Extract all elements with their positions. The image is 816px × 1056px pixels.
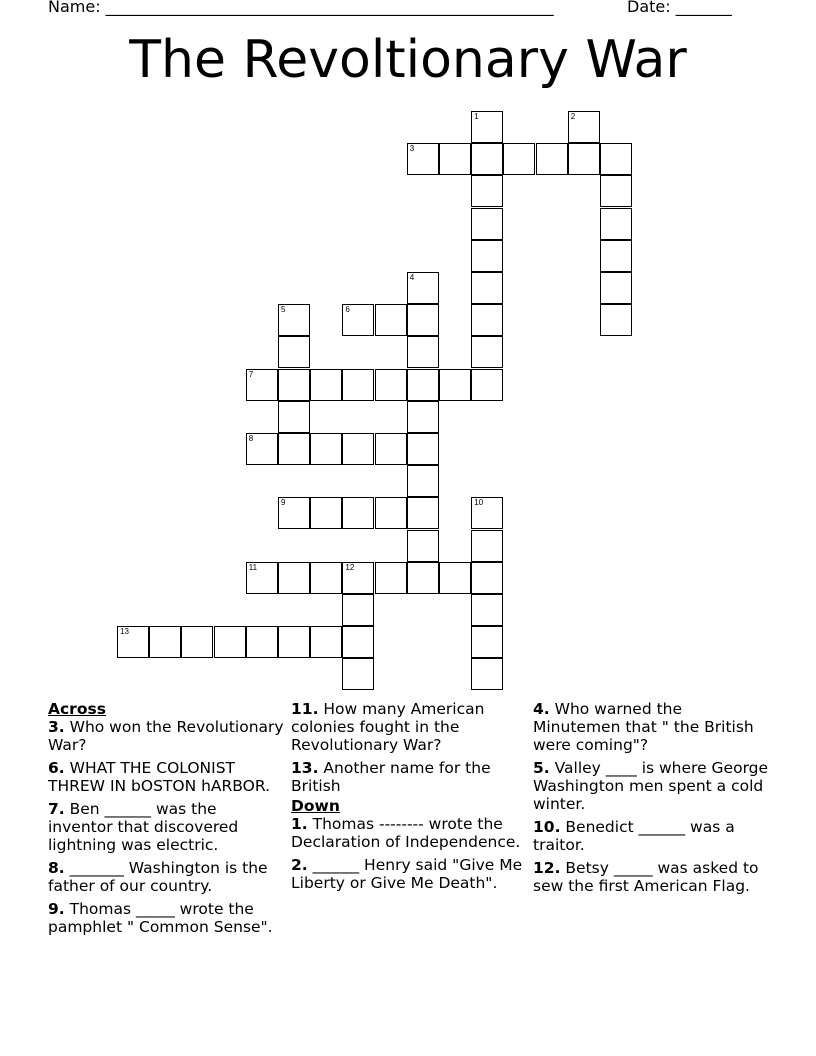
- grid-cell[interactable]: [536, 143, 568, 175]
- grid-cell[interactable]: [278, 562, 310, 594]
- grid-cell[interactable]: [471, 336, 503, 368]
- grid-cell[interactable]: [471, 208, 503, 240]
- clue-across-9: 9. Thomas _____ wrote the pamphlet " Common Sense".: [48, 900, 273, 936]
- grid-cell[interactable]: [342, 369, 374, 401]
- grid-cell[interactable]: [407, 465, 439, 497]
- clue-across-11: 11. How many American colonies fought in the Revolutionary War?: [291, 700, 485, 754]
- grid-cell[interactable]: [214, 626, 246, 658]
- grid-cell[interactable]: [310, 369, 342, 401]
- grid-cell[interactable]: [342, 433, 374, 465]
- grid-cell[interactable]: [278, 626, 310, 658]
- grid-cell[interactable]: [568, 111, 600, 143]
- clue-across-7: 7. Ben ______ was the inventor that discovered lightning was electric.: [48, 800, 239, 854]
- clue-number: 9: [281, 498, 286, 508]
- clue-number: 11: [248, 562, 258, 572]
- clue-down-10: 10. Benedict ______ was a traitor.: [533, 818, 735, 854]
- grid-cell[interactable]: [375, 369, 407, 401]
- grid-cell[interactable]: [471, 594, 503, 626]
- grid-cell[interactable]: [407, 530, 439, 562]
- clue-down-2: 2. ______ Henry said "Give Me Liberty or Give Me Death".: [291, 856, 523, 892]
- name-field-label: Name: ________________________________________________________: [48, 0, 554, 16]
- grid-cell[interactable]: [471, 175, 503, 207]
- grid-cell[interactable]: [407, 272, 439, 304]
- clues-column-1: [48, 700, 284, 941]
- clue-number: 2: [570, 112, 576, 121]
- grid-cell[interactable]: [310, 562, 342, 594]
- grid-cell[interactable]: [278, 497, 310, 529]
- grid-cell[interactable]: [278, 433, 310, 465]
- grid-cell[interactable]: [600, 240, 632, 272]
- grid-cell[interactable]: [600, 175, 632, 207]
- grid-cell[interactable]: [407, 562, 439, 594]
- grid-cell[interactable]: [375, 433, 407, 465]
- grid-cell[interactable]: [471, 562, 503, 594]
- date-field-label: Date: _______: [627, 0, 732, 16]
- grid-cell[interactable]: [246, 626, 278, 658]
- grid-cell[interactable]: [471, 626, 503, 658]
- grid-cell[interactable]: [407, 433, 439, 465]
- clue-across-3: 3. Who won the Revolutionary War?: [48, 718, 284, 754]
- grid-cell[interactable]: [342, 658, 374, 690]
- clue-number: 10: [474, 498, 484, 508]
- clue-number: 7: [248, 369, 254, 379]
- grid-cell[interactable]: [278, 304, 310, 336]
- clue-down-5: 5. Valley ____ is where George Washington men spent a cold winter.: [533, 759, 769, 813]
- grid-cell[interactable]: [471, 369, 503, 401]
- grid-cell[interactable]: [471, 240, 503, 272]
- grid-cell[interactable]: [375, 562, 407, 594]
- grid-cell[interactable]: [439, 143, 471, 175]
- down-heading: Down: [291, 797, 340, 815]
- grid-cell[interactable]: [471, 658, 503, 690]
- grid-cell[interactable]: [246, 433, 278, 465]
- grid-cell[interactable]: [600, 304, 632, 336]
- clue-number: 3: [409, 144, 415, 154]
- clue-across-8: 8. _______ Washington is the father of our country.: [48, 859, 268, 895]
- grid-cell[interactable]: [471, 530, 503, 562]
- grid-cell[interactable]: [246, 369, 278, 401]
- clue-number: 1: [474, 112, 479, 121]
- grid-cell[interactable]: [471, 143, 503, 175]
- clue-down-4: 4. Who warned the Minutemen that " the British were coming"?: [533, 700, 754, 754]
- grid-cell[interactable]: [407, 497, 439, 529]
- grid-cell[interactable]: [503, 143, 535, 175]
- clue-number: 13: [120, 627, 129, 637]
- clue-down-12: 12. Betsy _____ was asked to sew the first American Flag.: [533, 859, 759, 895]
- grid-cell[interactable]: [342, 562, 374, 594]
- grid-cell[interactable]: [342, 594, 374, 626]
- grid-cell[interactable]: [471, 111, 503, 143]
- grid-cell[interactable]: [342, 626, 374, 658]
- grid-cell[interactable]: [471, 272, 503, 304]
- grid-cell[interactable]: [342, 304, 374, 336]
- grid-cell[interactable]: [600, 208, 632, 240]
- grid-cell[interactable]: [310, 626, 342, 658]
- grid-cell[interactable]: [246, 562, 278, 594]
- grid-cell[interactable]: [149, 626, 181, 658]
- grid-cell[interactable]: [568, 143, 600, 175]
- clue-number: 12: [345, 562, 355, 572]
- grid-cell[interactable]: [407, 369, 439, 401]
- grid-cell[interactable]: [375, 497, 407, 529]
- grid-cell[interactable]: [471, 304, 503, 336]
- grid-cell[interactable]: [375, 304, 407, 336]
- grid-cell[interactable]: [407, 401, 439, 433]
- grid-cell[interactable]: [600, 143, 632, 175]
- grid-cell[interactable]: [407, 304, 439, 336]
- clues-column-2: [291, 700, 525, 897]
- clues-column-3: [533, 700, 773, 900]
- grid-cell[interactable]: [407, 336, 439, 368]
- grid-cell[interactable]: [600, 272, 632, 304]
- clue-number: 5: [281, 305, 286, 315]
- clue-down-1: 1. Thomas -------- wrote the Declaration of Independence.: [291, 815, 521, 851]
- grid-cell[interactable]: [342, 497, 374, 529]
- clue-across-13: 13. Another name for the British: [291, 759, 491, 795]
- clue-number: 6: [345, 305, 350, 315]
- grid-cell[interactable]: [181, 626, 213, 658]
- grid-cell[interactable]: [278, 369, 310, 401]
- clue-across-6: 6. WHAT THE COLONIST THREW IN bOSTON hARBOR.: [48, 759, 271, 795]
- grid-cell[interactable]: [439, 369, 471, 401]
- grid-cell[interactable]: [471, 497, 503, 529]
- grid-cell[interactable]: [117, 626, 149, 658]
- grid-cell[interactable]: [278, 401, 310, 433]
- clue-number: 4: [409, 273, 415, 282]
- grid-cell[interactable]: [407, 143, 439, 175]
- grid-cell[interactable]: [310, 497, 342, 529]
- grid-cell[interactable]: [310, 433, 342, 465]
- page-title: The Revoltionary War: [129, 30, 687, 90]
- grid-cell[interactable]: [278, 336, 310, 368]
- grid-cell[interactable]: [439, 562, 471, 594]
- clue-number: 8: [248, 434, 254, 443]
- across-heading: Across: [48, 700, 106, 718]
